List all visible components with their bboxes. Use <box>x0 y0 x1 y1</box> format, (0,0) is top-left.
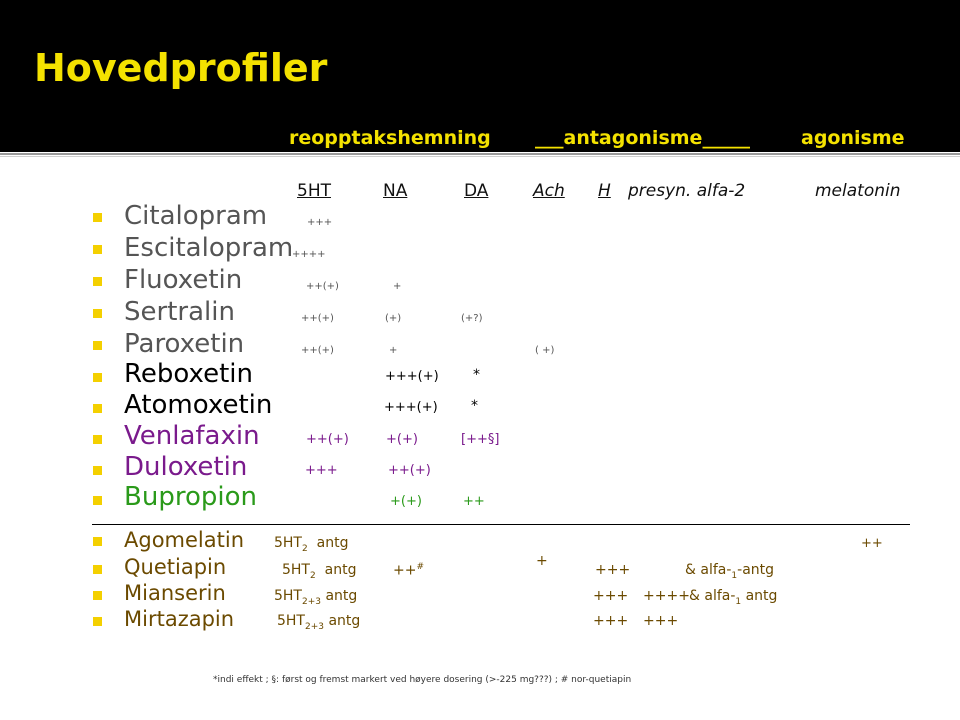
value-duloxetin-na: ++(+) <box>388 463 431 478</box>
receptor-action: antg <box>328 613 361 629</box>
value-mirtazapin-presyn: +++ <box>643 613 679 629</box>
value-atomoxetin-na: +++(+) <box>384 400 438 415</box>
col-da: DA <box>464 181 489 201</box>
section-divider <box>92 524 910 525</box>
value-paroxetin-5ht: ++(+) <box>301 345 334 356</box>
col-presyn-alfa2: presyn. alfa-2 <box>628 181 746 201</box>
value-sertralin-da: (+?) <box>461 313 483 324</box>
alfa-action: antg <box>741 588 778 604</box>
drug-atomoxetin: Atomoxetin <box>124 390 273 420</box>
value-agomelatin-melatonin: ++ <box>861 536 883 551</box>
quetiapin-receptor <box>282 562 356 581</box>
receptor-name: 5HT <box>274 535 302 551</box>
value-venlafaxin-5ht: ++(+) <box>306 432 349 447</box>
value-mirtazapin-h: +++ <box>593 613 629 629</box>
bullet-icon <box>93 277 102 286</box>
value-mianserin-h: +++ <box>593 588 629 604</box>
bullet-icon <box>93 435 102 444</box>
value-atomoxetin-da: * <box>471 398 478 414</box>
value-text: ++ <box>393 562 417 579</box>
value-citalopram-5ht: +++ <box>307 217 333 228</box>
bullet-icon <box>93 373 102 382</box>
mianserin-receptor <box>274 588 357 607</box>
col-na: NA <box>383 181 408 201</box>
bullet-icon <box>93 617 102 626</box>
value-reboxetin-da: * <box>473 367 480 383</box>
value-bupropion-da: ++ <box>463 494 485 509</box>
bullet-icon <box>93 496 102 505</box>
value-quetiapin-na <box>393 562 424 579</box>
slide-title: Hovedprofiler <box>34 46 328 90</box>
category-reuptake: reopptakshemning <box>289 127 491 149</box>
value-fluoxetin-na: + <box>393 281 402 292</box>
col-5ht: 5HT <box>297 181 331 201</box>
bullet-icon <box>93 404 102 413</box>
receptor-subtype: 2+3 <box>302 596 321 607</box>
drug-citalopram: Citalopram <box>124 201 268 231</box>
header-rule <box>0 153 960 155</box>
drug-reboxetin: Reboxetin <box>124 359 253 389</box>
value-footnote-mark: # <box>416 562 425 572</box>
header-rule-light <box>0 156 960 157</box>
receptor-action: antg <box>324 562 357 578</box>
bullet-icon <box>93 537 102 546</box>
value-venlafaxin-na: +(+) <box>386 432 418 447</box>
value-quetiapin-ach: + <box>536 553 548 569</box>
mianserin-alfa1 <box>689 588 777 607</box>
value-duloxetin-5ht: +++ <box>305 463 338 478</box>
alfa-action: -antg <box>737 562 775 578</box>
value-quetiapin-h: +++ <box>595 562 631 578</box>
drug-agomelatin: Agomelatin <box>124 528 245 552</box>
mirtazapin-receptor <box>277 613 360 632</box>
value-escitalopram-5ht: ++++ <box>292 249 326 260</box>
value-fluoxetin-5ht: ++(+) <box>306 281 339 292</box>
value-reboxetin-na: +++(+) <box>385 369 439 384</box>
bullet-icon <box>93 213 102 222</box>
agomelatin-receptor <box>274 535 348 554</box>
drug-bupropion: Bupropion <box>124 482 257 512</box>
receptor-subtype: 2 <box>310 570 316 581</box>
drug-sertralin: Sertralin <box>124 297 235 327</box>
receptor-subtype: 2 <box>302 543 308 554</box>
value-mianserin-presyn: ++++ <box>643 588 690 604</box>
alfa-subtype: 1 <box>735 596 742 607</box>
drug-mirtazapin: Mirtazapin <box>124 607 235 631</box>
receptor-name: 5HT <box>282 562 310 578</box>
value-venlafaxin-da: [++§] <box>461 432 500 447</box>
value-sertralin-na: (+) <box>385 313 402 324</box>
value-paroxetin-ach: ( +) <box>535 345 555 356</box>
bullet-icon <box>93 341 102 350</box>
value-sertralin-5ht: ++(+) <box>301 313 334 324</box>
receptor-subtype: 2+3 <box>305 621 324 632</box>
drug-paroxetin: Paroxetin <box>124 329 245 359</box>
alfa-label: & alfa- <box>685 562 732 578</box>
bullet-icon <box>93 309 102 318</box>
drug-venlafaxin: Venlafaxin <box>124 421 260 451</box>
drug-mianserin: Mianserin <box>124 581 226 605</box>
col-h: H <box>598 181 611 201</box>
bullet-icon <box>93 565 102 574</box>
drug-duloxetin: Duloxetin <box>124 452 248 482</box>
alfa-label: & alfa- <box>689 588 736 604</box>
bullet-icon <box>93 245 102 254</box>
receptor-action: antg <box>316 535 349 551</box>
value-paroxetin-na: + <box>389 345 398 356</box>
drug-quetiapin: Quetiapin <box>124 555 227 579</box>
col-ach: Ach <box>533 181 565 201</box>
value-bupropion-na: +(+) <box>390 494 422 509</box>
receptor-name: 5HT <box>277 613 305 629</box>
category-antagonism: ___antagonisme_____ <box>535 127 750 149</box>
drug-escitalopram: Escitalopram <box>124 233 294 263</box>
col-melatonin: melatonin <box>815 181 901 201</box>
footnote: *indi effekt ; §: først og fremst markert ved høyere dosering (>-225 mg???) ; # nor-quetiapin <box>213 675 632 685</box>
bullet-icon <box>93 591 102 600</box>
quetiapin-alfa1 <box>685 562 774 581</box>
receptor-action: antg <box>325 588 358 604</box>
category-agonism: agonisme <box>801 127 905 149</box>
bullet-icon <box>93 466 102 475</box>
alfa-subtype: 1 <box>731 570 738 581</box>
receptor-name: 5HT <box>274 588 302 604</box>
drug-fluoxetin: Fluoxetin <box>124 265 243 295</box>
